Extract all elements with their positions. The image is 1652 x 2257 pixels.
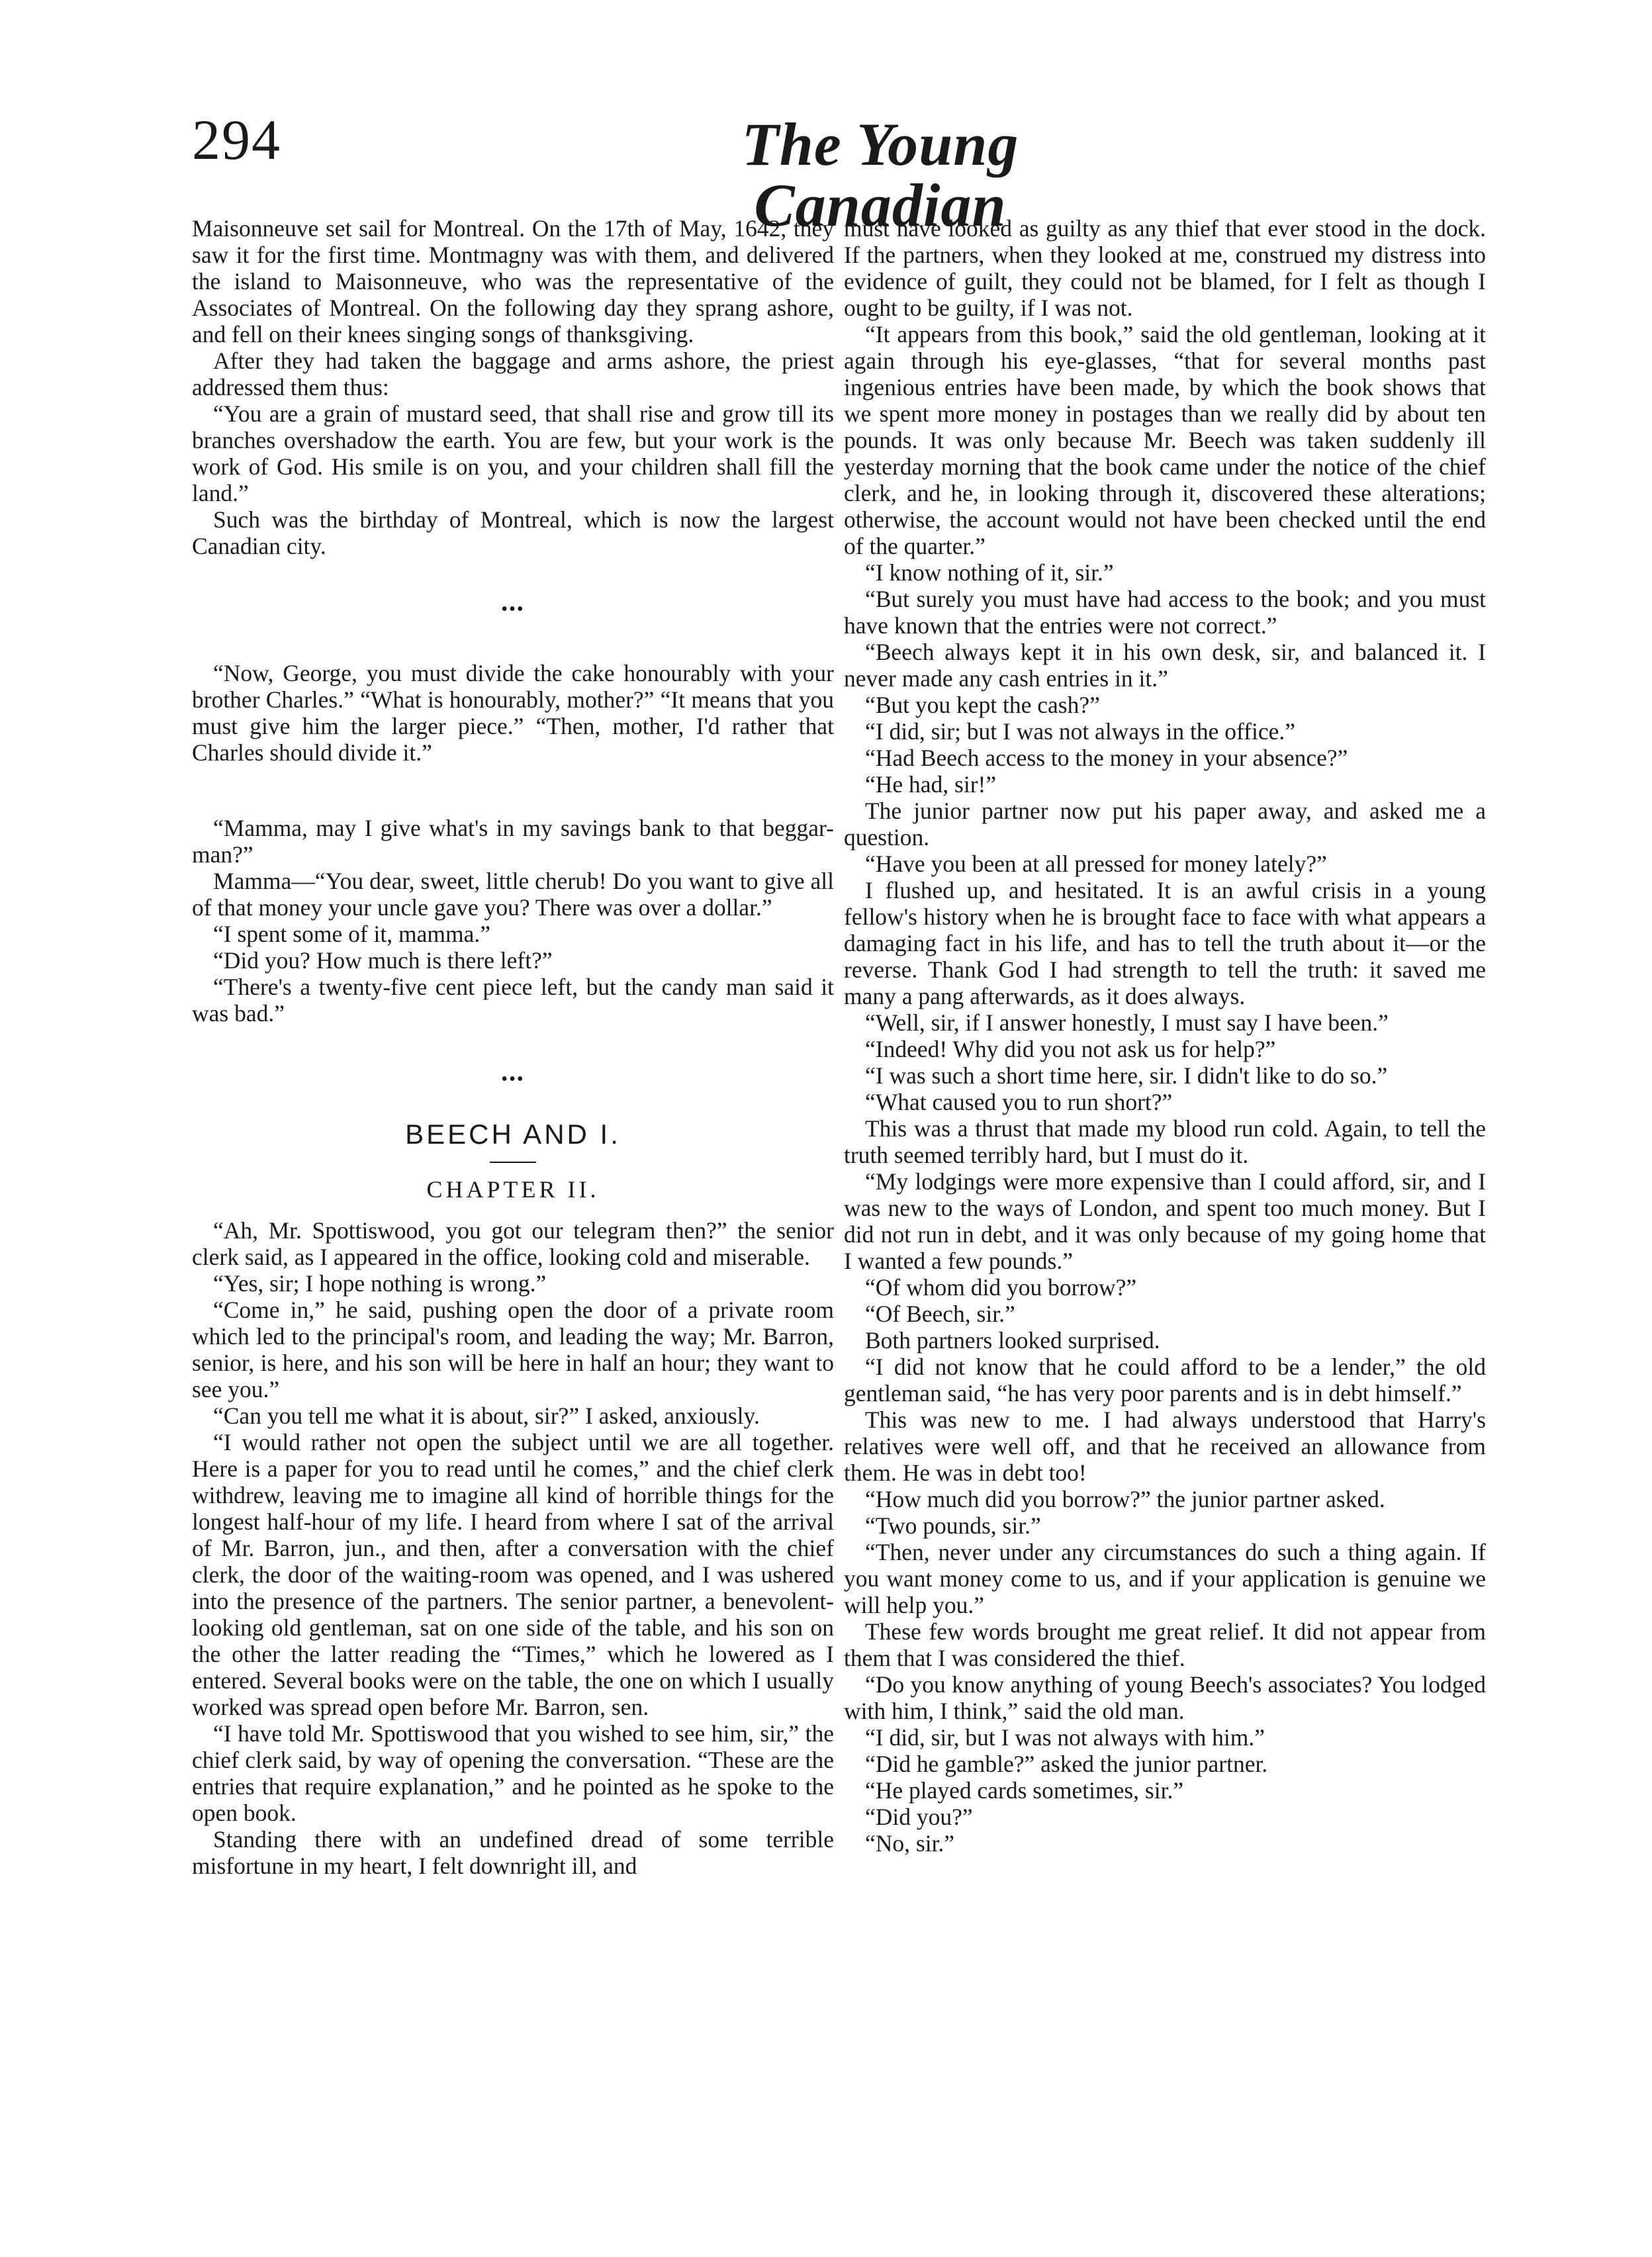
paragraph: “Do you know anything of young Beech's associates? You lodged with him, I think,” said the old man. [844,1671,1486,1724]
story-title: BEECH AND I. [405,1119,621,1150]
paragraph: Standing there with an undefined dread of some terrible misfortune in my heart, I felt downright ill, and [192,1826,834,1879]
paragraph: “It appears from this book,” said the old gentleman, looking at it again through his eye-glasses, “that for several months past ingenious entries have been made, by which the book shows that we spent more money in postages than we really did by about ten pounds. It was only because Mr. Beech was taken suddenly ill yesterday morning that the book came under the notice of the chief clerk, and he, in looking through it, discovered these alterations; otherwise, the account would not have been checked until the end of the quarter.” [844,321,1486,559]
paragraph: “How much did you borrow?” the junior partner asked. [865,1486,1385,1512]
paragraph: I flushed up, and hesitated. It is an awful crisis in a young fellow's history when he is brought face to face with what appears a damaging fact in his life, and has to tell the truth about it—or the reverse. Thank God I had strength to tell the truth: it saved me many a pang afterwards, as it does always. [844,877,1486,1009]
paragraph: “Yes, sir; I hope nothing is wrong.” [213,1270,547,1297]
paragraph: “Beech always kept it in his own desk, sir, and balanced it. I never made any cash entries in it.” [844,639,1486,692]
paragraph: After they had taken the baggage and arms ashore, the priest addressed them thus: [192,347,834,400]
paragraph: “I know nothing of it, sir.” [865,559,1114,586]
paragraph: The junior partner now put his paper away, and asked me a question. [844,798,1486,851]
paragraph: “I did, sir; but I was not always in the office.” [865,718,1296,745]
paragraph: “Two pounds, sir.” [865,1512,1041,1539]
paragraph: “Did you? How much is there left?” [213,947,553,974]
paragraph: “There's a twenty-five cent piece left, but the candy man said it was bad.” [192,974,834,1027]
section-separator: ••• [501,1069,525,1089]
paragraph: “Mamma, may I give what's in my savings bank to that beggar-man?” [192,815,834,868]
paragraph: “My lodgings were more expensive than I could afford, sir, and I was new to the ways of London, and spent too much money. But I did not run in debt, and it was only because of my going home that I wanted a few pounds.” [844,1168,1486,1274]
paragraph: “He had, sir!” [865,771,997,798]
paragraph: “You are a grain of mustard seed, that shall rise and grow till its branches overshadow the earth. You are few, but your work is the work of God. His smile is on you, and your children shall fill the land.” [192,400,834,506]
paragraph: “Can you tell me what it is about, sir?” I asked, anxiously. [213,1403,760,1429]
paragraph: “Come in,” he said, pushing open the door of a private room which led to the principal's room, and leading the way; Mr. Barron, senior, is here, and his son will be here in half an hour; they want to see you.” [192,1297,834,1403]
right-column [844,215,1486,1857]
paragraph: Maisonneuve set sail for Montreal. On the 17th of May, 1642, they saw it for the first time. Montmagny was with them, and delivered the island to Maisonneuve, who was the representative of the Associates of Montreal. On the following day they sprang ashore, and fell on their knees singing songs of thanksgiving. [192,215,834,347]
left-column [192,215,834,1879]
paragraph: “Have you been at all pressed for money lately?” [865,851,1327,877]
paragraph: “I did not know that he could afford to be a lender,” the old gentleman said, “he has very poor parents and is in debt himself.” [844,1354,1486,1406]
paragraph: “I have told Mr. Spottiswood that you wished to see him, sir,” the chief clerk said, by way of opening the conversation. “These are the entries that require explanation,” and he pointed as he spoke to the open book. [192,1720,834,1826]
paragraph: “Indeed! Why did you not ask us for help?” [865,1036,1276,1062]
paragraph: “What caused you to run short?” [865,1089,1173,1115]
paragraph: This was new to me. I had always understood that Harry's relatives were well off, and that he received an allowance from them. He was in debt too! [844,1406,1486,1486]
paragraph: “Then, never under any circumstances do such a thing again. If you want money come to us, and if your application is genuine we will help you.” [844,1539,1486,1618]
paragraph: “Of Beech, sir.” [865,1301,1015,1327]
paragraph: “He played cards sometimes, sir.” [865,1777,1184,1804]
paragraph: “But you kept the cash?” [865,692,1100,718]
paragraph: must have looked as guilty as any thief that ever stood in the dock. If the partners, when they looked at me, construed my distress into evidence of guilt, they could not be blamed, for I felt as though I ought to be guilty, if I was not. [844,215,1486,321]
section-separator: ••• [501,599,525,620]
paragraph: “Ah, Mr. Spottiswood, you got our telegram then?” the senior clerk said, as I appeared in the office, looking cold and miserable. [192,1217,834,1270]
paragraph: “Did he gamble?” asked the junior partner. [865,1751,1268,1777]
paragraph: “I was such a short time here, sir. I didn't like to do so.” [865,1062,1388,1089]
paragraph: “I did, sir, but I was not always with him.” [865,1724,1265,1751]
paragraph: These few words brought me great relief. It did not appear from them that I was considered the thief. [844,1618,1486,1671]
masthead-title: The Young Canadian [741,111,1019,239]
paragraph: “But surely you must have had access to the book; and you must have known that the entries were not correct.” [844,586,1486,639]
paragraph: “Of whom did you borrow?” [865,1274,1137,1301]
paragraph: “I spent some of it, mamma.” [213,921,490,947]
paragraph: Such was the birthday of Montreal, which is now the largest Canadian city. [192,506,834,559]
paragraph: “Had Beech access to the money in your absence?” [865,745,1348,771]
paragraph: “Well, sir, if I answer honestly, I must say I have been.” [865,1009,1389,1036]
paragraph: “Did you?” [865,1804,973,1830]
paragraph: “I would rather not open the subject until we are all together. Here is a paper for you to read until he comes,” and the chief clerk withdrew, leaving me to imagine all kind of horrible things for the longest half-hour of my life. I heard from where I sat of the arrival of Mr. Barron, jun., and then, after a conversation with the chief clerk, the door of the waiting-room was opened, and I was ushered into the presence of the partners. The senior partner, a benevolent-looking old gentleman, sat on one side of the table, and his son on the other the latter reading the “Times,” which he lowered as I entered. Several books were on the table, the one on which I usually worked was spread open before Mr. Barron, sen. [192,1429,834,1720]
paragraph: This was a thrust that made my blood run cold. Again, to tell the truth seemed terribly hard, but I must do it. [844,1115,1486,1168]
paragraph: Both partners looked surprised. [865,1327,1160,1354]
paragraph: “No, sir.” [865,1830,955,1857]
chapter-heading: CHAPTER II. [426,1176,600,1203]
paragraph: Mamma—“You dear, sweet, little cherub! Do you want to give all of that money your uncle gave you? There was over a dollar.” [192,868,834,921]
paragraph: “Now, George, you must divide the cake honourably with your brother Charles.” “What is honourably, mother?” “It means that you must give him the larger piece.” “Then, mother, I'd rather that Charles should divide it.” [192,660,834,766]
page-number: 294 [192,108,281,171]
